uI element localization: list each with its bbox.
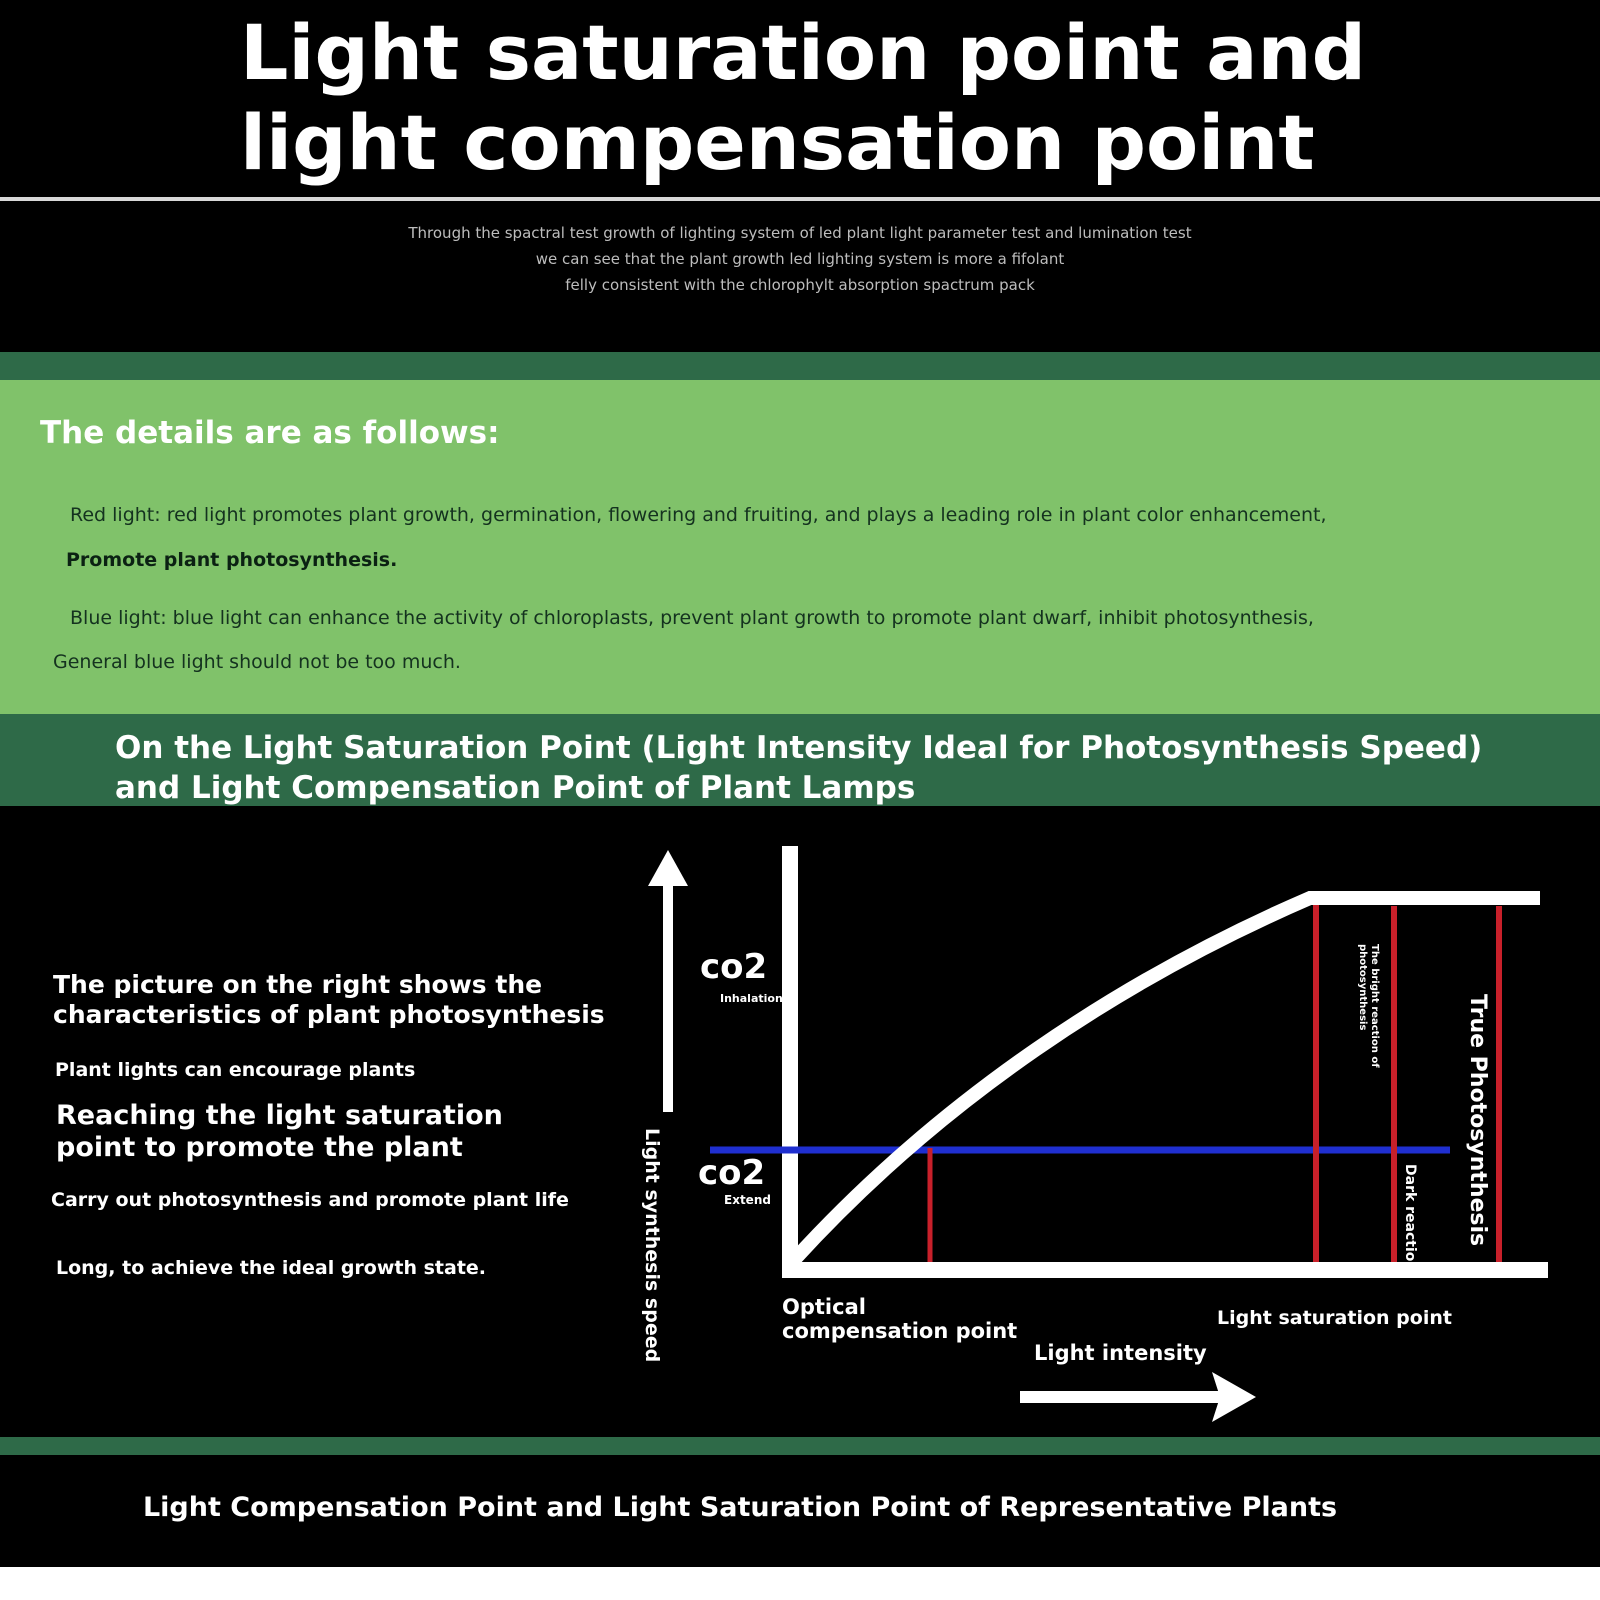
left-text-1-line-2: characteristics of plant photosynthesis: [53, 1000, 605, 1029]
optical-compensation-label-1: Optical: [782, 1295, 866, 1319]
y-axis: [782, 846, 798, 1278]
intro-line-3: felly consistent with the chlorophylt absorption spactrum pack: [565, 276, 1035, 294]
light-saturation-label: Light saturation point: [1217, 1307, 1452, 1329]
left-text-5: Long, to achieve the ideal growth state.: [56, 1257, 487, 1279]
details-heading: The details are as follows:: [40, 415, 500, 451]
up-arrow-icon: [648, 850, 688, 886]
intro-text: [300, 220, 1300, 298]
y-axis-title: Light synthesis speed: [641, 1128, 663, 1363]
page-title: [240, 8, 1540, 188]
right-arrow-shaft: [1020, 1391, 1220, 1403]
photosynthesis-curve: [794, 898, 1540, 1260]
intro-line-1: Through the spactral test growth of lighting system of led plant light parameter test and lumination test: [408, 224, 1192, 242]
section-heading-line-2: and Light Compensation Point of Plant Lamps: [115, 770, 916, 806]
bright-reaction-label-2: photosynthesis: [1357, 944, 1368, 1031]
left-text-1: [53, 970, 605, 1030]
bottom-white-strip: [0, 1567, 1600, 1600]
co2-bottom-label: co2: [698, 1153, 766, 1193]
blue-light-text-2: General blue light should not be too much.: [53, 651, 461, 673]
x-axis-title: Light intensity: [1034, 1341, 1207, 1365]
true-photosynthesis-label: True Photosynthesis: [1465, 994, 1490, 1247]
co2-top-label: co2: [700, 947, 768, 987]
intro-line-2: we can see that the plant growth led lighting system is more a fifolant: [535, 250, 1065, 268]
title-divider: [0, 197, 1600, 201]
photosynthesis-diagram: [620, 830, 1550, 1430]
dark-reaction-label: Dark reaction: [1402, 1164, 1418, 1272]
left-text-4: Carry out photosynthesis and promote plant life: [51, 1189, 569, 1211]
left-text-1-line-1: The picture on the right shows the: [53, 970, 543, 999]
left-text-2: Plant lights can encourage plants: [55, 1059, 416, 1081]
section-heading: [115, 728, 1585, 808]
page-title-line-1: Light saturation point and: [240, 8, 1367, 97]
up-arrow-shaft: [663, 880, 673, 1112]
blue-light-text: Blue light: blue light can enhance the activity of chloroplasts, prevent plant growth to promote plant dwarf, inhibit photosynthesis,: [70, 607, 1314, 629]
co2-top-sub-label: Inhalation: [720, 992, 783, 1005]
co2-bottom-sub-label: Extend: [724, 1193, 771, 1207]
left-text-3-line-2: point to promote the plant: [56, 1132, 463, 1163]
optical-compensation-label-2: compensation point: [782, 1319, 1018, 1343]
red-light-text: Red light: red light promotes plant growth, germination, flowering and fruiting, and plays a leading role in plant color enhancement,: [70, 504, 1327, 526]
bottom-divider-band: [0, 1437, 1600, 1455]
page-title-line-2: light compensation point: [240, 98, 1315, 187]
left-text-3: [56, 1100, 503, 1164]
red-light-text-2: Promote plant photosynthesis.: [66, 549, 398, 571]
divider-band: [0, 352, 1600, 380]
section-heading-line-1: On the Light Saturation Point (Light Intensity Ideal for Photosynthesis Speed): [115, 730, 1483, 766]
x-axis: [782, 1262, 1548, 1278]
left-text-3-line-1: Reaching the light saturation: [56, 1100, 503, 1131]
bright-reaction-label-1: The bright reaction of: [1369, 944, 1380, 1068]
bottom-caption: Light Compensation Point and Light Saturation Point of Representative Plants: [142, 1492, 1338, 1523]
